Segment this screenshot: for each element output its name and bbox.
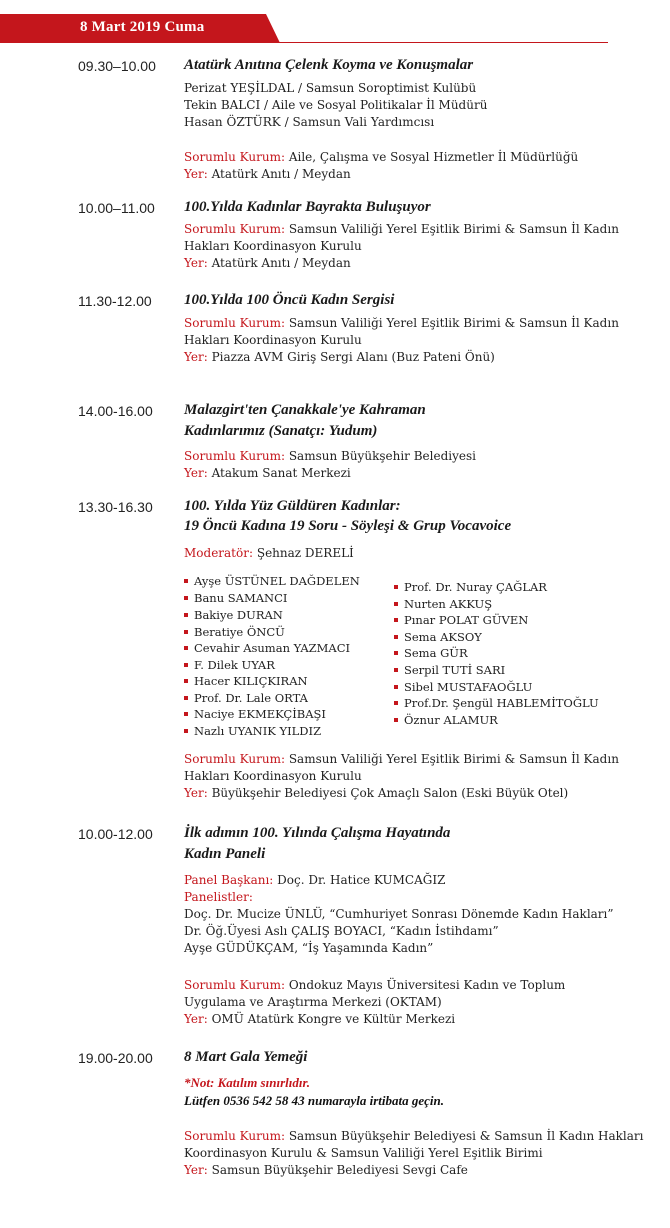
list-item (184, 625, 285, 639)
responsible-line (184, 1129, 644, 1143)
location-line (184, 466, 351, 480)
panelist: Ayşe GÜDÜKÇAM, “İş Yaşamında Kadın” (184, 941, 434, 955)
location-label: Yer: (184, 350, 208, 364)
list-item (394, 613, 528, 627)
participant-name: Öznur ALAMUR (404, 713, 498, 727)
responsible-label: Sorumlu Kurum: (184, 1129, 285, 1143)
responsible-label: Sorumlu Kurum: (184, 150, 285, 164)
responsible-line (184, 752, 619, 766)
bullet-square-icon (394, 585, 398, 589)
participant-name: Cevahir Asuman YAZMACI (194, 641, 351, 655)
participant-name: Prof.Dr. Şengül HABLEMİTOĞLU (404, 696, 599, 710)
list-item (184, 641, 350, 655)
list-item (184, 674, 308, 688)
responsible-value: Samsun Valiliği Yerel Eşitlik Birimi & Samsun İl Kadın (288, 222, 619, 236)
list-item (184, 574, 360, 588)
participant-name: Bakiye DURAN (194, 608, 283, 622)
participant-name: Nazlı UYANIK YILDIZ (194, 724, 322, 738)
responsible-cont: Hakları Koordinasyon Kurulu (184, 239, 362, 253)
participant-name: Beratiye ÖNCÜ (194, 625, 285, 639)
list-item (184, 707, 326, 721)
bullet-square-icon (394, 618, 398, 622)
location-label: Yer: (184, 256, 208, 270)
participant-name: Pınar POLAT GÜVEN (404, 613, 529, 627)
responsible-label: Sorumlu Kurum: (184, 316, 285, 330)
location-line (184, 256, 351, 270)
participant-name: Prof. Dr. Lale ORTA (194, 691, 308, 705)
event-title: İlk adımın 100. Yılında Çalışma Hayatında (184, 825, 451, 841)
responsible-value: Samsun Valiliği Yerel Eşitlik Birimi & Samsun İl Kadın (288, 316, 619, 330)
location-label: Yer: (184, 167, 208, 181)
location-value: Piazza AVM Giriş Sergi Alanı (Buz Pateni Önü) (211, 350, 495, 364)
responsible-line (184, 150, 578, 164)
bullet-square-icon (394, 701, 398, 705)
list-item (394, 696, 599, 710)
location-line (184, 1012, 455, 1026)
responsible-label: Sorumlu Kurum: (184, 449, 285, 463)
responsible-cont: Koordinasyon Kurulu & Samsun Valiliği Yerel Eşitlik Birimi (184, 1146, 543, 1160)
list-item (394, 646, 468, 660)
bullet-square-icon (394, 668, 398, 672)
panelist: Dr. Öğ.Üyesi Aslı ÇALIŞ BOYACI, “Kadın İstihdamı” (184, 924, 499, 938)
bullet-square-icon (184, 712, 188, 716)
responsible-line (184, 449, 476, 463)
responsible-line (184, 978, 565, 992)
responsible-value: Ondokuz Mayıs Üniversitesi Kadın ve Toplum (288, 978, 566, 992)
panel-chair-value: Doç. Dr. Hatice KUMCAĞIZ (277, 873, 446, 887)
panelist: Doç. Dr. Mucize ÜNLÜ, “Cumhuriyet Sonrası Dönemde Kadın Hakları” (184, 907, 614, 921)
panelists-label: Panelistler: (184, 890, 253, 904)
responsible-line (184, 316, 619, 330)
location-line (184, 167, 351, 181)
location-value: OMÜ Atatürk Kongre ve Kültür Merkezi (211, 1012, 456, 1026)
participant-name: Naciye EKMEKÇİBAŞI (194, 707, 326, 721)
note-contact: Lütfen 0536 542 58 43 numarayla irtibata geçin. (184, 1093, 445, 1108)
event-title-cont: Kadın Paneli (184, 846, 266, 862)
participant-name: Banu SAMANCI (194, 591, 288, 605)
participant-name: Hacer KILIÇKIRAN (194, 674, 308, 688)
responsible-line (184, 222, 619, 236)
date-header: 8 Mart 2019 Cuma (80, 19, 205, 35)
list-item (394, 597, 492, 611)
event-title-cont: Kadınlarımız (Sanatçı: Yudum) (184, 423, 378, 439)
event-time: 09.30–10.00 (78, 58, 156, 74)
location-line (184, 350, 495, 364)
event-time: 13.30-16.30 (78, 499, 153, 515)
list-item (184, 658, 275, 672)
event-time: 10.00–11.00 (78, 200, 155, 216)
bullet-square-icon (184, 679, 188, 683)
list-item (184, 691, 308, 705)
responsible-cont: Uygulama ve Araştırma Merkezi (OKTAM) (184, 995, 442, 1009)
list-item (184, 724, 321, 738)
location-line (184, 1163, 468, 1177)
moderator-label: Moderatör: (184, 546, 254, 560)
bullet-square-icon (184, 579, 188, 583)
responsible-label: Sorumlu Kurum: (184, 752, 285, 766)
location-value: Atatürk Anıtı / Meydan (211, 256, 351, 270)
event-title: 100. Yılda Yüz Güldüren Kadınlar: (184, 498, 401, 514)
participant-name: Sibel MUSTAFAOĞLU (404, 680, 533, 694)
bullet-square-icon (394, 635, 398, 639)
participant-name: Ayşe ÜSTÜNEL DAĞDELEN (194, 574, 360, 588)
event-time: 10.00-12.00 (78, 826, 153, 842)
location-label: Yer: (184, 786, 208, 800)
responsible-value: Aile, Çalışma ve Sosyal Hizmetler İl Müdürlüğü (288, 150, 579, 164)
event-title: 100.Yılda Kadınlar Bayrakta Buluşuyor (184, 199, 431, 215)
event-title-cont: 19 Öncü Kadına 19 Soru - Söyleşi & Grup Vocavoice (184, 518, 512, 534)
location-value: Atakum Sanat Merkezi (211, 466, 351, 480)
responsible-value: Samsun Valiliği Yerel Eşitlik Birimi & Samsun İl Kadın (288, 752, 619, 766)
participant-name: Serpil TUTİ SARI (404, 663, 506, 677)
event-title: 8 Mart Gala Yemeği (184, 1049, 308, 1065)
bullet-square-icon (184, 630, 188, 634)
list-item (394, 680, 532, 694)
location-label: Yer: (184, 1163, 208, 1177)
list-item (394, 663, 505, 677)
panel-chair-line (184, 873, 445, 887)
bullet-square-icon (184, 663, 188, 667)
moderator-line (184, 546, 354, 560)
list-item (184, 591, 287, 605)
location-label: Yer: (184, 1012, 208, 1026)
note: *Not: Katılım sınırlıdır. (184, 1075, 311, 1090)
responsible-cont: Hakları Koordinasyon Kurulu (184, 333, 362, 347)
participant-name: Prof. Dr. Nuray ÇAĞLAR (404, 580, 547, 594)
event-time: 14.00-16.00 (78, 403, 153, 419)
location-line (184, 786, 568, 800)
responsible-value: Samsun Büyükşehir Belediyesi & Samsun İl Kadın Hakları (288, 1129, 644, 1143)
event-title: 100.Yılda 100 Öncü Kadın Sergisi (184, 292, 395, 308)
speaker: Perizat YEŞİLDAL / Samsun Soroptimist Kulübü (184, 81, 477, 95)
responsible-label: Sorumlu Kurum: (184, 222, 285, 236)
list-item (394, 713, 498, 727)
event-title: Atatürk Anıtına Çelenk Koyma ve Konuşmalar (184, 57, 474, 73)
responsible-value: Samsun Büyükşehir Belediyesi (288, 449, 476, 463)
header-rule (0, 42, 608, 43)
event-time: 11.30-12.00 (78, 293, 152, 309)
bullet-square-icon (394, 718, 398, 722)
participant-name: F. Dilek UYAR (194, 658, 275, 672)
speaker: Hasan ÖZTÜRK / Samsun Vali Yardımcısı (184, 115, 435, 129)
list-item (394, 630, 482, 644)
participant-name: Nurten AKKUŞ (404, 597, 493, 611)
location-value: Samsun Büyükşehir Belediyesi Sevgi Cafe (211, 1163, 468, 1177)
event-title: Malazgirt'ten Çanakkale'ye Kahraman (184, 402, 426, 418)
bullet-square-icon (394, 602, 398, 606)
bullet-square-icon (184, 596, 188, 600)
responsible-label: Sorumlu Kurum: (184, 978, 285, 992)
responsible-cont: Hakları Koordinasyon Kurulu (184, 769, 362, 783)
bullet-square-icon (184, 696, 188, 700)
location-label: Yer: (184, 466, 208, 480)
bullet-square-icon (184, 646, 188, 650)
participant-name: Sema GÜR (404, 646, 468, 660)
bullet-square-icon (394, 685, 398, 689)
location-value: Büyükşehir Belediyesi Çok Amaçlı Salon (Eski Büyük Otel) (211, 786, 569, 800)
event-time: 19.00-20.00 (78, 1050, 153, 1066)
bullet-square-icon (184, 729, 188, 733)
moderator-value: Şehnaz DERELİ (256, 546, 354, 560)
speaker: Tekin BALCI / Aile ve Sosyal Politikalar İl Müdürü (184, 98, 488, 112)
location-value: Atatürk Anıtı / Meydan (211, 167, 351, 181)
bullet-square-icon (394, 651, 398, 655)
participant-name: Sema AKSOY (404, 630, 482, 644)
panel-chair-label: Panel Başkanı: (184, 873, 274, 887)
list-item (394, 580, 547, 594)
list-item (184, 608, 283, 622)
bullet-square-icon (184, 613, 188, 617)
